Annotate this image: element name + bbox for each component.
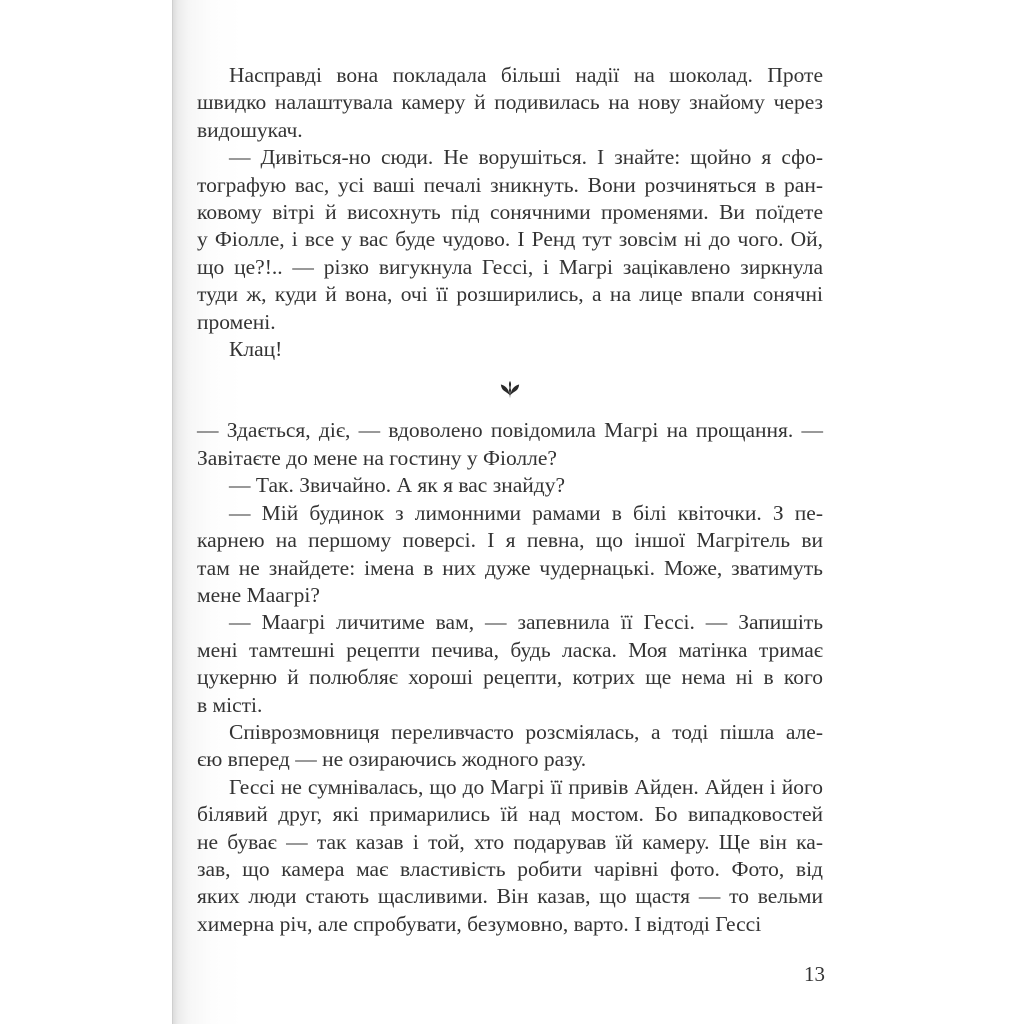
paragraph	[197, 472, 823, 499]
text-line: — Здається, діє, — вдоволено повідомила Магрі на прощання. —	[197, 418, 823, 443]
text-line: Клац!	[229, 337, 283, 362]
fleuron-ornament-icon	[499, 379, 521, 401]
text-line: у Фіолле, і все у вас буде чудово. І Ренд тут зовсім ні до чого. Ой,	[197, 227, 823, 252]
text-line: карнею на першому поверсі. І я певна, що іншої Магрітель ви	[197, 528, 823, 553]
paragraph	[197, 774, 823, 938]
text-line: зав, що камера має властивість робити чарівні фото. Фото, від	[197, 856, 823, 881]
text-line: в місті.	[197, 692, 263, 717]
text-line: — Так. Звичайно. А як я вас знайду?	[229, 473, 565, 498]
text-section-before-break	[197, 62, 823, 363]
text-line: білявий друг, які примарились їй над мостом. Бо випадковостей	[197, 802, 823, 827]
paragraph	[197, 417, 823, 472]
paragraph	[197, 500, 823, 610]
text-line: єю вперед — не озираючись жодного разу.	[197, 747, 587, 772]
text-line: промені.	[197, 309, 276, 334]
text-line: видошукач.	[197, 117, 303, 142]
body-text	[197, 62, 823, 938]
page-edge	[172, 0, 173, 1024]
text-line: — Мій будинок з лимонними рамами в білі квіточки. З пе-	[229, 500, 823, 525]
paragraph	[197, 144, 823, 336]
text-line: мене Маагрі?	[197, 582, 320, 607]
text-line: там не знайдете: імена в них дуже чудернацькі. Може, зватимуть	[197, 555, 823, 580]
text-line: тографую вас, усі ваші печалі зникнуть. Вони розчиняться в ран-	[197, 172, 823, 197]
paragraph	[197, 719, 823, 774]
text-line: Співрозмовниця переливчасто розсміялась, а тоді пішла але-	[229, 719, 823, 744]
text-line: Завітаєте до мене на гостину у Фіолле?	[197, 445, 557, 470]
text-line: яких люди стають щасливими. Він казав, що щастя — то вельми	[197, 884, 823, 909]
text-line: — Маагрі личитиме вам, — запевнила її Гессі. — Запишіть	[229, 610, 823, 635]
text-line: туди ж, куди й вона, очі її розширились, а на лице впали сонячні	[197, 282, 823, 307]
text-line: що це?!.. — різко вигукнула Гессі, і Магрі зацікавлено зиркнула	[197, 254, 823, 279]
text-line: ковому вітрі й висохнуть під сонячними променями. Ви поїдете	[197, 200, 823, 225]
text-line: Гессі не сумнівалась, що до Магрі її привів Айден. Айден і його	[229, 774, 823, 799]
text-line: — Дивіться-но сюди. Не ворушіться. І знайте: щойно я сфо-	[229, 145, 823, 170]
text-line: не буває — так казав і той, хто подарував їй камеру. Ще він ка-	[197, 829, 823, 854]
text-line: цукерню й полюбляє хороші рецепти, котрих ще нема ні в кого	[197, 665, 823, 690]
text-line: химерна річ, але спробувати, безумовно, варто. І відтоді Гессі	[197, 911, 762, 936]
paragraph	[197, 62, 823, 144]
section-break	[197, 363, 823, 417]
text-line: мені тамтешні рецепти печива, будь ласка. Моя матінка тримає	[197, 637, 823, 662]
paragraph	[197, 609, 823, 719]
paragraph	[197, 336, 823, 363]
text-line: швидко налаштувала камеру й подивилась на нову знайому через	[197, 90, 823, 115]
text-line: Насправді вона покладала більші надії на шоколад. Проте	[229, 63, 823, 87]
text-section-after-break	[197, 417, 823, 938]
page-number: 13	[804, 962, 825, 986]
